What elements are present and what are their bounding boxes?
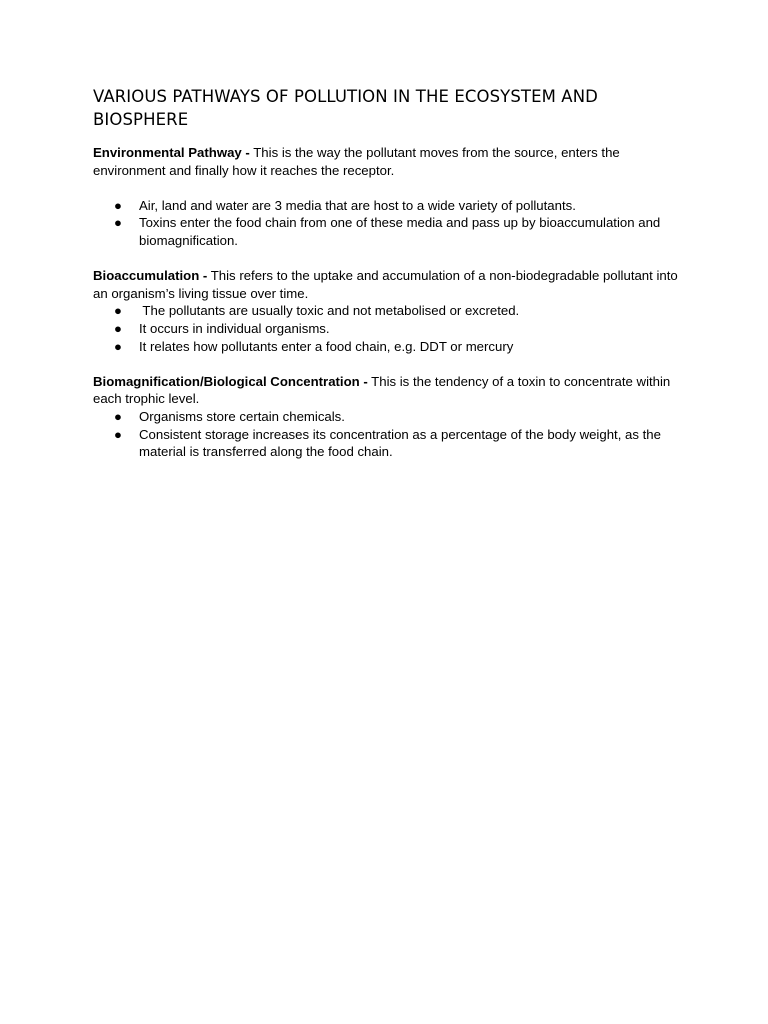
- list-item: [93, 408, 693, 426]
- list-item-text: It relates how pollutants enter a food chain, e.g. DDT or mercury: [139, 338, 514, 354]
- list-item: [93, 302, 693, 320]
- spacer: [93, 179, 693, 197]
- term-label: Bioaccumulation -: [93, 268, 208, 284]
- list-item: [93, 197, 693, 215]
- bullet-icon: ●: [114, 426, 122, 442]
- bullet-list: [93, 197, 693, 250]
- definition-text: This is the tendency of a toxin to concentrate within each trophic level.: [93, 373, 671, 407]
- list-item: [93, 338, 693, 356]
- list-item-text: Consistent storage increases its concentration as a percentage of the body weight, as the material is transferred along the food chain.: [139, 426, 661, 460]
- document-page: [93, 85, 693, 461]
- definition-paragraph: [93, 144, 693, 179]
- list-item-text: It occurs in individual organisms.: [139, 320, 330, 336]
- bullet-list: [93, 302, 693, 355]
- list-item: [93, 214, 693, 249]
- section-environmental-pathway: [93, 144, 693, 250]
- definition-paragraph: [93, 267, 693, 302]
- list-item-text: Toxins enter the food chain from one of these media and pass up by bioaccumulation and biomagnification.: [139, 215, 661, 248]
- list-item: [93, 426, 693, 461]
- definition-text: This refers to the uptake and accumulation of a non-biodegradable pollutant into an organism’s living tissue over time.: [93, 268, 678, 301]
- definition-text: This is the way the pollutant moves from the source, enters the environment and finally how it reaches the receptor.: [93, 145, 620, 178]
- list-item-text: Air, land and water are 3 media that are host to a wide variety of pollutants.: [139, 197, 576, 213]
- term-label: Environmental Pathway -: [93, 145, 250, 160]
- spacer: [93, 355, 693, 373]
- bullet-icon: ●: [114, 408, 122, 424]
- bullet-list: [93, 408, 693, 461]
- list-item-text: Organisms store certain chemicals.: [139, 408, 345, 424]
- section-bioaccumulation: [93, 267, 693, 355]
- term-label: Biomagnification/Biological Concentration -: [93, 373, 368, 389]
- list-item-text: The pollutants are usually toxic and not metabolised or excreted.: [139, 303, 520, 319]
- bullet-icon: ●: [114, 303, 122, 319]
- bullet-icon: ●: [114, 338, 122, 354]
- document-title: VARIOUS PATHWAYS OF POLLUTION IN THE ECOSYSTEM AND BIOSPHERE: [93, 87, 598, 129]
- spacer: [93, 250, 693, 268]
- definition-paragraph: [93, 373, 693, 408]
- bullet-icon: ●: [114, 320, 122, 336]
- list-item: [93, 320, 693, 338]
- bullet-icon: ●: [114, 197, 122, 213]
- bullet-icon: ●: [114, 215, 122, 231]
- section-biomagnification: [93, 373, 693, 461]
